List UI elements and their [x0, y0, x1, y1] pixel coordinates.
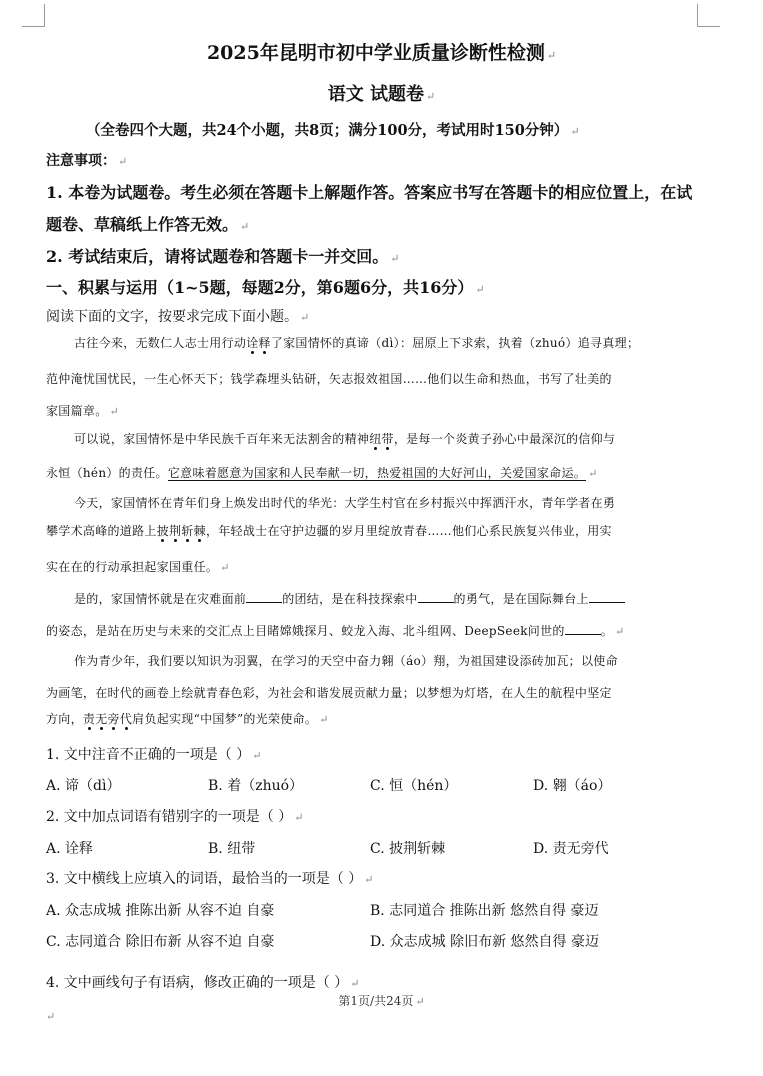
q2-option-d: D. 责无旁代 [533, 841, 609, 857]
q2-option-b: B. 纽带 [208, 841, 256, 857]
underlined-sentence: 它意味着愿意为国家和人民奉献一切，热爱祖国的大好河山，关爱国家命运。 [167, 466, 587, 480]
passage-line: 家国篇章。 ↵ [46, 404, 120, 418]
passage-line: 可以说，家国情怀是中华民族千百年来无法割舍的精神纽带，是每一个炎黄子孙心中最深沉的信仰与 [74, 432, 616, 446]
passage-line: 范仲淹忧国忧民，一生心怀天下；钱学森埋头钻研，矢志报效祖国……他们以生命和热血，书写了壮美的 [46, 372, 612, 386]
passage-line: 实在在的行动承担起家国重任。 ↵ [46, 560, 230, 574]
q1-option-c: C. 恒（hén） [370, 778, 458, 794]
passage-line: 方向，责无旁代肩负起实现“中国梦”的光荣使命。 ↵ [46, 712, 329, 726]
q3-option-b: B. 志同道合 推陈出新 悠然自得 豪迈 [370, 903, 599, 919]
exam-title: 2025年昆明市初中学业质量诊断性检测 ↵ [206, 42, 557, 64]
q1-option-d: D. 翱（áo） [533, 778, 612, 794]
notice-item-1-cont: 题卷、草稿纸上作答无效。 ↵ [46, 215, 250, 234]
passage-line: 是的，家国情怀就是在灾难面前 的团结，是在科技探索中 的勇气，是在国际舞台上 [74, 590, 625, 607]
notice-item-1: 1. 本卷为试题卷。考生必须在答题卡上解题作答。答案应书写在答题卡的相应位置上，在试 [46, 183, 693, 202]
q3-option-c: C. 志同道合 除旧布新 从容不迫 自豪 [46, 934, 275, 950]
q3-option-d: D. 众志成城 除旧布新 悠然自得 豪迈 [370, 934, 599, 950]
fill-blank-1 [246, 592, 282, 603]
exam-info: （全卷四个大题，共24个小题，共8页；满分100分，考试用时150分钟） ↵ [86, 122, 580, 139]
fill-blank-2 [418, 592, 454, 603]
page-footer: 第1页/共24页 ↵ [338, 994, 425, 1008]
fill-blank-3 [589, 592, 625, 603]
question-1: 1. 文中注音不正确的一项是（ ） ↵ [46, 747, 262, 763]
passage-line: 为画笔，在时代的画卷上绘就青春色彩，为社会和谐发展贡献力量；以梦想为灯塔，在人生的航程中坚定 [46, 686, 612, 700]
passage-line: 攀学术高峰的道路上披荆斩棘，年轻战士在守护边疆的岁月里绽放青春……他们心系民族复兴伟业，用实 [46, 524, 612, 538]
passage-line: 今天，家国情怀在青年们身上焕发出时代的华光：大学生村官在乡村振兴中挥洒汗水，青年学者在勇 [74, 496, 616, 510]
section-heading: 一、积累与运用（1~5题，每题2分，第6题6分，共16分） ↵ [46, 278, 485, 297]
passage-line: 的姿态，是站在历史与未来的交汇点上目睹嫦娥探月、蛟龙入海、北斗组网、DeepSeek问世的 。 ↵ [46, 624, 625, 638]
passage-line: 永恒（hén）的责任。它意味着愿意为国家和人民奉献一切，热爱祖国的大好河山，关爱国家命运。 ↵ [46, 466, 598, 480]
question-3: 3. 文中横线上应填入的词语，最恰当的一项是（ ） ↵ [46, 871, 374, 887]
q1-option-a: A. 谛（dì） [46, 778, 121, 794]
notice-item-2: 2. 考试结束后，请将试题卷和答题卡一并交回。 ↵ [46, 247, 400, 266]
q3-option-a: A. 众志成城 推陈出新 从容不迫 自豪 [46, 903, 275, 919]
passage-line: 古往今来，无数仁人志士用行动诠释了家国情怀的真谛（dì）：屈原上下求索，执着（zhuó）追寻真理； [74, 336, 640, 350]
question-4: 4. 文中画线句子有语病，修改正确的一项是（ ） ↵ [46, 975, 360, 991]
fill-blank-4 [565, 624, 601, 635]
q2-option-c: C. 披荆斩棘 [370, 841, 446, 857]
q1-option-b: B. 着（zhuó） [208, 778, 304, 794]
question-2: 2. 文中加点词语有错别字的一项是（ ） ↵ [46, 809, 304, 825]
crop-mark-top-right [697, 4, 720, 27]
q2-option-a: A. 诠释 [46, 841, 94, 857]
passage-line: 作为青少年，我们要以知识为羽翼，在学习的天空中奋力翱（áo）翔，为祖国建设添砖加瓦；以使命 [74, 654, 618, 668]
crop-mark-top-left [22, 4, 45, 27]
notice-heading: 注意事项： ↵ [46, 153, 128, 169]
exam-subtitle: 语文 试题卷 ↵ [327, 84, 436, 105]
section-instruction: 阅读下面的文字，按要求完成下面小题。 ↵ [46, 309, 310, 325]
paragraph-mark: ↵ [46, 1010, 56, 1023]
